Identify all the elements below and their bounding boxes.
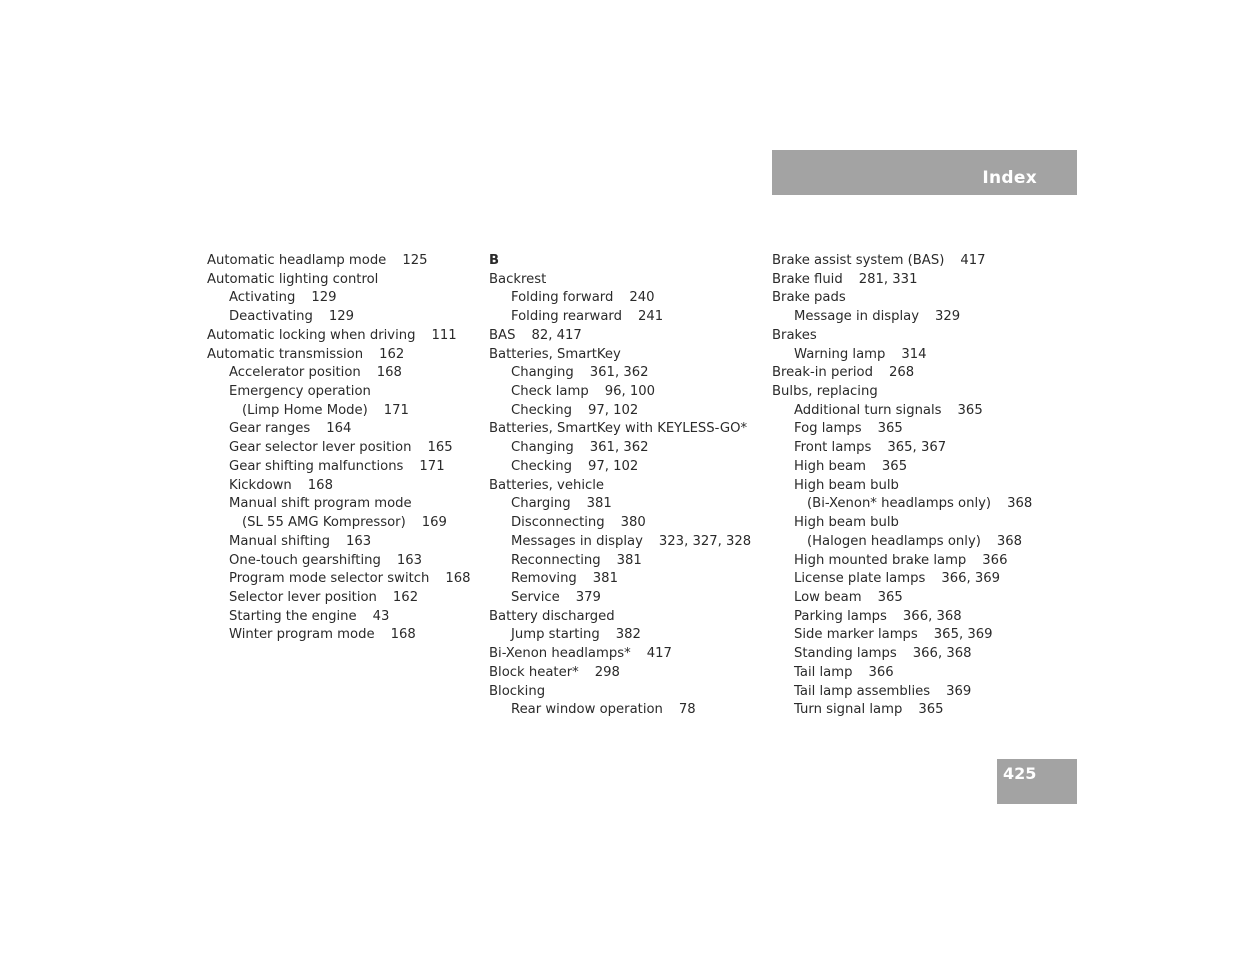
- index-term: Parking lamps: [794, 608, 887, 624]
- index-entry: [207, 495, 477, 514]
- index-page-ref: 298: [594, 664, 620, 680]
- index-term: Rear window operation: [511, 702, 663, 718]
- index-entry: [772, 533, 1042, 552]
- index-entry: [489, 308, 759, 327]
- index-entry: [772, 626, 1042, 645]
- index-entry: [489, 383, 759, 402]
- index-term: Fog lamps: [794, 421, 862, 437]
- index-entry: [772, 458, 1042, 477]
- index-term: (Halogen headlamps only): [807, 533, 981, 549]
- index-entry: [207, 439, 477, 458]
- index-entry: [489, 346, 759, 365]
- index-term: Kickdown: [229, 477, 292, 493]
- index-page-ref: 43: [372, 608, 390, 624]
- index-page-ref: 162: [379, 346, 405, 362]
- index-term: Batteries, SmartKey with KEYLESS-GO*: [489, 421, 748, 437]
- index-term: Tail lamp assemblies: [794, 683, 931, 699]
- index-term: Brake assist system (BAS): [772, 253, 945, 268]
- index-page-ref: 361, 362: [589, 440, 649, 456]
- index-entry: [489, 477, 759, 496]
- index-page-ref: 125: [402, 253, 428, 268]
- index-page-ref: 329: [935, 309, 961, 325]
- index-page-ref: 97, 102: [587, 458, 639, 474]
- index-entry: [772, 252, 1042, 271]
- index-term: Selector lever position: [229, 589, 377, 605]
- index-term: Bi-Xenon headlamps*: [489, 646, 631, 662]
- index-page-ref: 129: [311, 290, 337, 306]
- index-entry: [207, 533, 477, 552]
- index-page-ref: 165: [427, 440, 453, 456]
- page-number: 425: [1003, 764, 1037, 783]
- index-page-ref: 381: [592, 571, 618, 587]
- index-page-ref: 281, 331: [858, 271, 918, 287]
- index-term: Tail lamp: [794, 664, 853, 680]
- index-column-3: [772, 252, 1042, 720]
- index-page-ref: 361, 362: [589, 365, 649, 381]
- index-term: (Limp Home Mode): [242, 402, 368, 418]
- index-page-ref: 323, 327, 328: [658, 533, 752, 549]
- index-page-ref: 365: [877, 421, 903, 437]
- index-term: Gear selector lever position: [229, 440, 412, 456]
- index-term: Starting the engine: [229, 608, 357, 624]
- index-term: Automatic lighting control: [207, 271, 379, 287]
- index-term: Deactivating: [229, 309, 313, 325]
- index-page-ref: 381: [586, 496, 612, 512]
- index-entry: [772, 289, 1042, 308]
- index-term: Charging: [511, 496, 571, 512]
- index-entry: [772, 589, 1042, 608]
- index-term: Low beam: [794, 589, 862, 605]
- index-term: B: [489, 253, 500, 268]
- index-term: Program mode selector switch: [229, 571, 430, 587]
- index-term: Break-in period: [772, 365, 873, 381]
- index-entry: [772, 308, 1042, 327]
- index-page-ref: 171: [419, 458, 445, 474]
- index-entry: [207, 514, 477, 533]
- index-entry: [207, 346, 477, 365]
- index-page-ref: 168: [376, 365, 402, 381]
- index-term: Warning lamp: [794, 346, 886, 362]
- index-entry: [772, 683, 1042, 702]
- index-page-ref: 366: [868, 664, 894, 680]
- index-page-ref: 164: [326, 421, 352, 437]
- index-page-ref: 380: [620, 515, 646, 531]
- index-entry: [772, 383, 1042, 402]
- index-page-ref: 168: [307, 477, 333, 493]
- index-term: Checking: [511, 458, 572, 474]
- index-entry: [207, 608, 477, 627]
- index-term: (SL 55 AMG Kompressor): [242, 515, 406, 531]
- index-term: Standing lamps: [794, 646, 897, 662]
- index-page-ref: 78: [678, 702, 696, 718]
- index-page-ref: 365: [877, 589, 903, 605]
- index-term: Block heater*: [489, 664, 579, 680]
- index-page-ref: 96, 100: [604, 384, 656, 400]
- index-entry: [207, 289, 477, 308]
- index-term: Message in display: [794, 309, 920, 325]
- index-entry: [489, 514, 759, 533]
- index-entry: [489, 664, 759, 683]
- index-term: High beam bulb: [794, 477, 899, 493]
- index-entry: [489, 420, 759, 439]
- index-term: Activating: [229, 290, 296, 306]
- index-entry: [207, 477, 477, 496]
- index-term: Check lamp: [511, 384, 589, 400]
- index-entry: [489, 570, 759, 589]
- index-entry: [772, 402, 1042, 421]
- index-term: Accelerator position: [229, 365, 361, 381]
- index-term: Automatic transmission: [207, 346, 364, 362]
- index-letter-heading: [489, 252, 759, 271]
- index-term: Winter program mode: [229, 627, 375, 643]
- index-term: Automatic locking when driving: [207, 327, 416, 343]
- index-term: Service: [511, 589, 560, 605]
- index-term: High mounted brake lamp: [794, 552, 967, 568]
- index-entry: [207, 327, 477, 346]
- index-term: Brakes: [772, 327, 817, 343]
- section-header-tab: [772, 150, 1077, 195]
- index-entry: [207, 570, 477, 589]
- index-entry: [772, 701, 1042, 720]
- index-term: Checking: [511, 402, 572, 418]
- index-entry: [489, 626, 759, 645]
- index-page-ref: 365, 369: [933, 627, 993, 643]
- index-term: Folding rearward: [511, 309, 622, 325]
- index-entry: [772, 439, 1042, 458]
- index-term: One-touch gearshifting: [229, 552, 381, 568]
- index-page-ref: 365: [957, 402, 983, 418]
- index-page-ref: 381: [616, 552, 642, 568]
- index-page-ref: 366, 368: [912, 646, 972, 662]
- index-term: Battery discharged: [489, 608, 615, 624]
- index-entry: [772, 495, 1042, 514]
- index-term: Automatic headlamp mode: [207, 253, 387, 268]
- index-entry: [489, 645, 759, 664]
- index-entry: [489, 495, 759, 514]
- index-term: Emergency operation: [229, 384, 371, 400]
- index-page-ref: 365, 367: [887, 440, 947, 456]
- index-entry: [772, 346, 1042, 365]
- index-term: Messages in display: [511, 533, 643, 549]
- index-page-ref: 163: [396, 552, 423, 568]
- index-page-ref: 163: [345, 533, 372, 549]
- index-term: Removing: [511, 571, 577, 587]
- index-term: Front lamps: [794, 440, 872, 456]
- index-page-ref: 240: [629, 290, 655, 306]
- index-column-2: [489, 252, 759, 720]
- index-page-ref: 365: [881, 458, 908, 474]
- index-page-ref: 417: [960, 253, 986, 268]
- index-entry: [772, 477, 1042, 496]
- index-page-ref: 366, 369: [941, 571, 1001, 587]
- index-entry: [489, 458, 759, 477]
- index-term: Batteries, SmartKey: [489, 346, 621, 362]
- index-term: Bulbs, replacing: [772, 384, 878, 400]
- index-entry: [207, 308, 477, 327]
- index-term: BAS: [489, 327, 516, 343]
- index-page-ref: 382: [615, 627, 641, 643]
- index-page-ref: 82, 417: [531, 327, 582, 343]
- index-entry: [772, 664, 1042, 683]
- index-term: Reconnecting: [511, 552, 601, 568]
- index-page-ref: 379: [575, 589, 601, 605]
- index-entry: [772, 552, 1042, 571]
- index-term: Additional turn signals: [794, 402, 942, 418]
- index-term: Changing: [511, 440, 574, 456]
- index-term: Folding forward: [511, 290, 614, 306]
- index-term: Disconnecting: [511, 515, 605, 531]
- index-term: Manual shift program mode: [229, 496, 412, 512]
- index-page-ref: 417: [646, 646, 672, 662]
- index-entry: [207, 420, 477, 439]
- index-entry: [207, 364, 477, 383]
- index-term: Changing: [511, 365, 574, 381]
- index-term: Side marker lamps: [794, 627, 918, 643]
- index-page-ref: 111: [431, 327, 457, 343]
- index-page-ref: 97, 102: [587, 402, 639, 418]
- index-term: Turn signal lamp: [794, 702, 903, 718]
- index-term: Batteries, vehicle: [489, 477, 605, 493]
- index-entry: [489, 271, 759, 290]
- index-term: Blocking: [489, 683, 546, 699]
- index-entry: [207, 271, 477, 290]
- index-term: License plate lamps: [794, 571, 926, 587]
- index-entry: [489, 327, 759, 346]
- index-term: Brake fluid: [772, 271, 843, 287]
- index-entry: [772, 327, 1042, 346]
- index-entry: [489, 608, 759, 627]
- index-entry: [772, 645, 1042, 664]
- index-page-ref: 314: [901, 346, 927, 362]
- index-entry: [489, 701, 759, 720]
- index-term: High beam bulb: [794, 515, 899, 531]
- index-term: High beam: [794, 458, 866, 474]
- index-page-ref: 168: [390, 627, 416, 643]
- index-entry: [207, 589, 477, 608]
- index-entry: [772, 570, 1042, 589]
- index-entry: [489, 364, 759, 383]
- index-term: Gear ranges: [229, 421, 311, 437]
- index-page-ref: 368: [1007, 496, 1033, 512]
- index-term: Manual shifting: [229, 533, 330, 549]
- index-page-ref: 366, 368: [902, 608, 962, 624]
- index-entry: [772, 608, 1042, 627]
- index-page-ref: 369: [946, 683, 972, 699]
- index-entry: [489, 683, 759, 702]
- index-entry: [207, 626, 477, 645]
- index-page-ref: 241: [637, 309, 664, 325]
- index-entry: [772, 364, 1042, 383]
- index-page-ref: 129: [328, 309, 355, 325]
- index-entry: [489, 589, 759, 608]
- index-page-ref: 169: [421, 515, 447, 531]
- index-entry: [489, 439, 759, 458]
- index-page-ref: 162: [392, 589, 419, 605]
- index-entry: [772, 271, 1042, 290]
- index-page-ref: 168: [445, 571, 471, 587]
- index-entry: [489, 552, 759, 571]
- index-entry: [207, 552, 477, 571]
- section-title: Index: [982, 168, 1037, 188]
- index-entry: [772, 420, 1042, 439]
- index-entry: [772, 514, 1042, 533]
- index-entry: [207, 458, 477, 477]
- index-term: Gear shifting malfunctions: [229, 458, 404, 474]
- index-page-ref: 365: [918, 702, 944, 718]
- index-entry: [489, 402, 759, 421]
- index-entry: [207, 252, 477, 271]
- index-entry: [207, 402, 477, 421]
- index-term: (Bi-Xenon* headlamps only): [807, 496, 992, 512]
- index-term: Brake pads: [772, 290, 846, 306]
- index-entry: [489, 533, 759, 552]
- index-term: Backrest: [489, 271, 547, 287]
- index-page-ref: 368: [996, 533, 1023, 549]
- index-page-ref: 171: [383, 402, 409, 418]
- index-page-ref: 366: [982, 552, 1008, 568]
- index-entry: [207, 383, 477, 402]
- index-page-ref: 268: [889, 365, 915, 381]
- index-entry: [489, 289, 759, 308]
- index-term: Jump starting: [511, 627, 600, 643]
- index-column-1: [207, 252, 477, 645]
- page-number-tab: [997, 759, 1077, 804]
